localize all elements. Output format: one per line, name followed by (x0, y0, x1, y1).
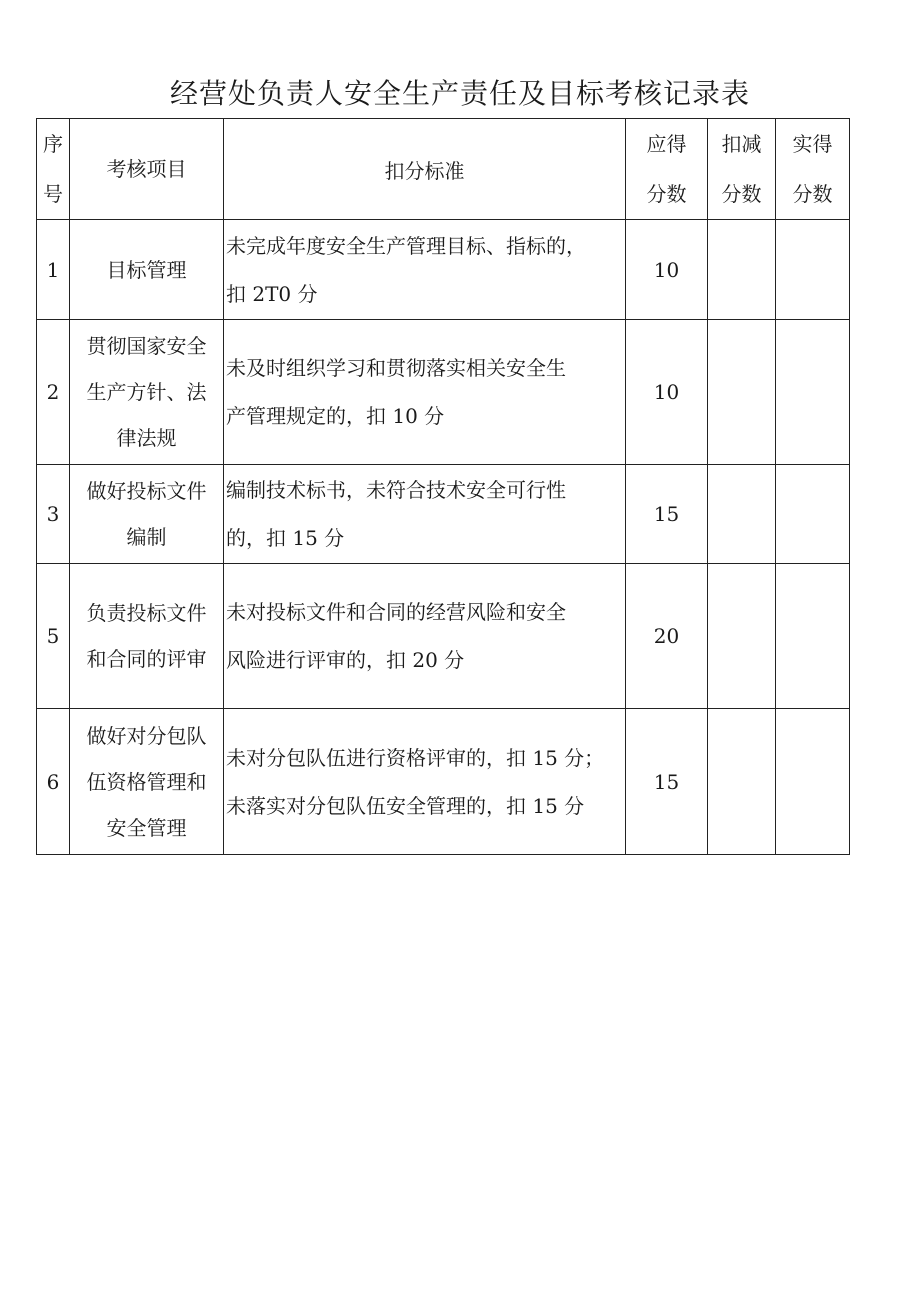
header-actual-line2: 分数 (792, 182, 833, 206)
row-no: 6 (37, 709, 70, 855)
header-deduct-score (708, 119, 776, 220)
row-item-line: 编制 (126, 525, 167, 549)
header-no-line1: 序 (43, 132, 63, 156)
row-deduct-score[interactable] (708, 709, 776, 855)
row-actual-score[interactable] (776, 220, 850, 320)
row-item-line: 生产方针、法 (86, 380, 207, 404)
row-standard-line: 未完成年度安全生产管理目标、指标的， (226, 233, 586, 258)
row-item-line: 律法规 (116, 426, 177, 450)
row-standard-line: 风险进行评审的，扣 20 分 (226, 648, 465, 672)
row-actual-score[interactable] (776, 564, 850, 709)
row-standard-line: 的，扣 15 分 (226, 526, 345, 550)
assessment-table (36, 118, 850, 855)
row-due-score: 15 (626, 465, 708, 564)
row-item (70, 320, 224, 465)
header-due-line2: 分数 (646, 182, 687, 206)
row-deduct-score[interactable] (708, 564, 776, 709)
row-standard-line: 未及时组织学习和贯彻落实相关安全生 (226, 356, 566, 380)
row-actual-score[interactable] (776, 465, 850, 564)
row-actual-score[interactable] (776, 709, 850, 855)
row-item-line: 和合同的评审 (86, 647, 207, 671)
row-standard (224, 220, 626, 320)
row-due-score: 20 (626, 564, 708, 709)
row-item (70, 465, 224, 564)
row-standard-line: 未对分包队伍进行资格评审的，扣 15 分； (226, 745, 605, 770)
row-due-score: 10 (626, 320, 708, 465)
row-item-line: 安全管理 (106, 815, 187, 840)
header-deduct-line1: 扣减 (721, 132, 762, 156)
row-item (70, 709, 224, 855)
table-row (37, 220, 850, 320)
row-deduct-score[interactable] (708, 320, 776, 465)
row-item-line: 做好对分包队 (86, 723, 207, 748)
table-row (37, 564, 850, 709)
row-deduct-score[interactable] (708, 465, 776, 564)
header-standard: 扣分标准 (224, 119, 626, 220)
row-item-line: 目标管理 (106, 257, 187, 282)
row-item (70, 564, 224, 709)
header-due-score (626, 119, 708, 220)
header-actual-score (776, 119, 850, 220)
row-actual-score[interactable] (776, 320, 850, 465)
header-actual-line1: 实得 (792, 132, 833, 156)
row-standard-line: 扣 2T0 分 (226, 281, 318, 306)
row-no: 1 (37, 220, 70, 320)
row-no: 2 (37, 320, 70, 465)
page-title: 经营处负责人安全生产责任及目标考核记录表 (169, 77, 750, 110)
header-no-line2: 号 (43, 182, 63, 206)
header-row (37, 119, 850, 220)
row-standard (224, 564, 626, 709)
row-item-line: 伍资格管理和 (86, 769, 207, 794)
row-standard-line: 产管理规定的，扣 10 分 (226, 404, 445, 428)
row-due-score: 15 (626, 709, 708, 855)
row-standard-line: 未落实对分包队伍安全管理的，扣 15 分 (226, 793, 585, 818)
header-deduct-line2: 分数 (721, 182, 762, 206)
header-due-line1: 应得 (646, 132, 687, 156)
row-standard (224, 465, 626, 564)
row-standard (224, 320, 626, 465)
row-deduct-score[interactable] (708, 220, 776, 320)
row-standard (224, 709, 626, 855)
row-due-score: 10 (626, 220, 708, 320)
row-no: 3 (37, 465, 70, 564)
table-row (37, 465, 850, 564)
row-item-line: 负责投标文件 (86, 601, 207, 625)
row-standard-line: 未对投标文件和合同的经营风险和安全 (226, 600, 566, 624)
table-row (37, 320, 850, 465)
header-no (37, 119, 70, 220)
row-no: 5 (37, 564, 70, 709)
row-item-line: 贯彻国家安全 (86, 334, 207, 358)
table-row (37, 709, 850, 855)
header-item: 考核项目 (70, 119, 224, 220)
row-standard-line: 编制技术标书，未符合技术安全可行性 (226, 478, 566, 502)
row-item (70, 220, 224, 320)
row-item-line: 做好投标文件 (86, 479, 207, 503)
